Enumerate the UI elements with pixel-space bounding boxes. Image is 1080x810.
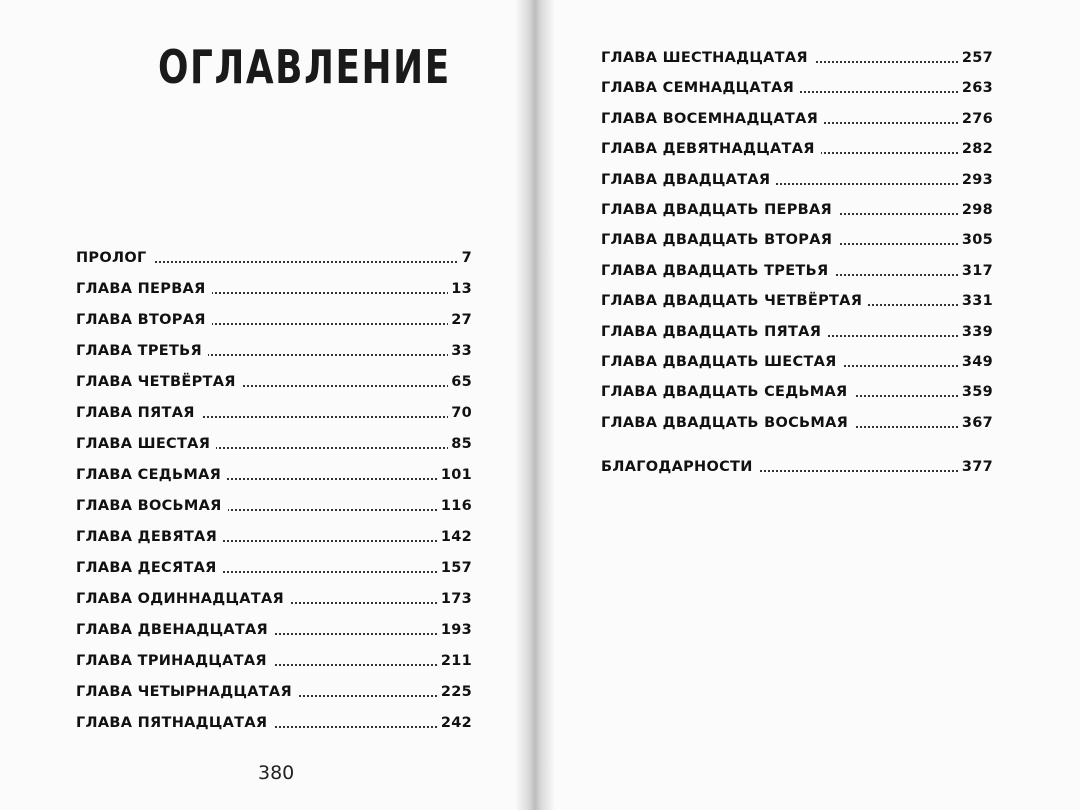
toc-entry	[76, 527, 472, 558]
toc-entry-page: 349	[959, 352, 993, 372]
toc-entry-title: ГЛАВА ДВАДЦАТЬ ВОСЬМАЯ	[601, 413, 854, 433]
toc-entry	[601, 382, 993, 412]
toc-entry-title: ГЛАВА ТРИНАДЦАТАЯ	[76, 651, 273, 671]
toc-entry	[601, 139, 993, 169]
toc-entry-title: ГЛАВА ДВАДЦАТЬ ШЕСТАЯ	[601, 352, 843, 372]
toc-entry	[76, 403, 472, 434]
toc-entry-title: ГЛАВА ПЯТНАДЦАТАЯ	[76, 713, 273, 733]
toc-entry	[76, 620, 472, 651]
toc-entry	[76, 341, 472, 372]
toc-entry-title: ГЛАВА ЧЕТЫРНАДЦАТАЯ	[76, 682, 298, 702]
toc-entry-page: 65	[448, 372, 472, 392]
toc-entry-page: 276	[959, 109, 993, 129]
toc-entry-title: ГЛАВА ОДИННАДЦАТАЯ	[76, 589, 290, 609]
book-gutter	[515, 0, 555, 810]
toc-entry	[76, 465, 472, 496]
toc-entry-page: 27	[448, 310, 472, 330]
toc-entry-title: ГЛАВА ДЕВЯТНАДЦАТАЯ	[601, 139, 821, 159]
toc-entry	[76, 682, 472, 713]
toc-heading: ОГЛАВЛЕНИЕ	[158, 40, 451, 94]
toc-entry	[601, 413, 993, 443]
toc-right-column	[601, 48, 993, 487]
toc-entry-page: 282	[959, 139, 993, 159]
toc-entry	[76, 713, 472, 744]
toc-entry	[76, 434, 472, 465]
toc-entry-title: ГЛАВА ВОСЬМАЯ	[76, 496, 228, 516]
toc-entry-title: ГЛАВА ДЕСЯТАЯ	[76, 558, 223, 578]
toc-entry-title: БЛАГОДАРНОСТИ	[601, 457, 759, 477]
toc-entry-page: 263	[959, 78, 993, 98]
toc-entry-page: 7	[459, 248, 472, 268]
toc-entry-page: 317	[959, 261, 993, 281]
toc-entry-page: 242	[438, 713, 472, 733]
toc-entry-page: 305	[959, 230, 993, 250]
toc-entry	[76, 310, 472, 341]
toc-entry-title: ГЛАВА ДВАДЦАТЬ ЧЕТВЁРТАЯ	[601, 291, 868, 311]
toc-entry-page: 33	[448, 341, 472, 361]
toc-entry	[76, 248, 472, 279]
toc-entry-title: ГЛАВА ДВАДЦАТЬ СЕДЬМАЯ	[601, 382, 854, 402]
toc-entry-title: ГЛАВА ДВАДЦАТЬ ВТОРАЯ	[601, 230, 838, 250]
toc-entry	[76, 279, 472, 310]
toc-entry-title: ГЛАВА ПЯТАЯ	[76, 403, 201, 423]
toc-entry	[601, 230, 993, 260]
toc-entry	[601, 170, 993, 200]
toc-entry-page: 377	[959, 457, 993, 477]
toc-entry-title: ПРОЛОГ	[76, 248, 153, 268]
toc-entry-title: ГЛАВА ТРЕТЬЯ	[76, 341, 208, 361]
toc-entry	[601, 48, 993, 78]
toc-entry-title: ГЛАВА ВОСЕМНАДЦАТАЯ	[601, 109, 824, 129]
toc-entry-page: 257	[959, 48, 993, 68]
toc-entry	[601, 291, 993, 321]
toc-entry-page: 116	[438, 496, 472, 516]
toc-entry-page: 293	[959, 170, 993, 190]
toc-entry-title: ГЛАВА ШЕСТАЯ	[76, 434, 216, 454]
toc-entry-title: ГЛАВА ДВАДЦАТЬ ТРЕТЬЯ	[601, 261, 834, 281]
toc-entry-page: 339	[959, 322, 993, 342]
toc-entry-title: ГЛАВА СЕДЬМАЯ	[76, 465, 227, 485]
toc-entry-page: 173	[438, 589, 472, 609]
toc-entry-title: ГЛАВА ДВАДЦАТАЯ	[601, 170, 776, 190]
toc-entry	[601, 352, 993, 382]
toc-entry-page: 85	[448, 434, 472, 454]
toc-entry	[76, 372, 472, 403]
toc-entry	[601, 109, 993, 139]
toc-entry-title: ГЛАВА ДВАДЦАТЬ ПЯТАЯ	[601, 322, 827, 342]
toc-entry	[601, 200, 993, 230]
toc-entry-title: ГЛАВА ДВЕНАДЦАТАЯ	[76, 620, 274, 640]
toc-entry-page: 101	[438, 465, 472, 485]
toc-entry-page: 331	[959, 291, 993, 311]
toc-entry-title: ГЛАВА ВТОРАЯ	[76, 310, 212, 330]
toc-entry	[76, 558, 472, 589]
toc-entry	[601, 322, 993, 352]
toc-entry	[76, 496, 472, 527]
toc-entry-title: ГЛАВА ШЕСТНАДЦАТАЯ	[601, 48, 814, 68]
toc-entry	[76, 589, 472, 620]
toc-entry-title: ГЛАВА СЕМНАДЦАТАЯ	[601, 78, 800, 98]
toc-entry	[601, 457, 993, 487]
page-number: 380	[258, 762, 295, 784]
toc-entry	[601, 261, 993, 291]
toc-entry-title: ГЛАВА ДВАДЦАТЬ ПЕРВАЯ	[601, 200, 838, 220]
toc-entry-title: ГЛАВА ЧЕТВЁРТАЯ	[76, 372, 242, 392]
toc-entry-page: 157	[438, 558, 472, 578]
toc-entry-page: 142	[438, 527, 472, 547]
toc-entry-page: 225	[438, 682, 472, 702]
toc-entry	[76, 651, 472, 682]
toc-left-column	[76, 248, 472, 744]
toc-entry-page: 211	[438, 651, 472, 671]
toc-entry-title: ГЛАВА ПЕРВАЯ	[76, 279, 212, 299]
toc-entry-page: 193	[438, 620, 472, 640]
toc-entry-page: 359	[959, 382, 993, 402]
toc-entry-page: 367	[959, 413, 993, 433]
toc-entry-page: 298	[959, 200, 993, 220]
toc-entry-page: 70	[448, 403, 472, 423]
toc-entry-title: ГЛАВА ДЕВЯТАЯ	[76, 527, 223, 547]
toc-entry-page: 13	[448, 279, 472, 299]
toc-entry	[601, 78, 993, 108]
